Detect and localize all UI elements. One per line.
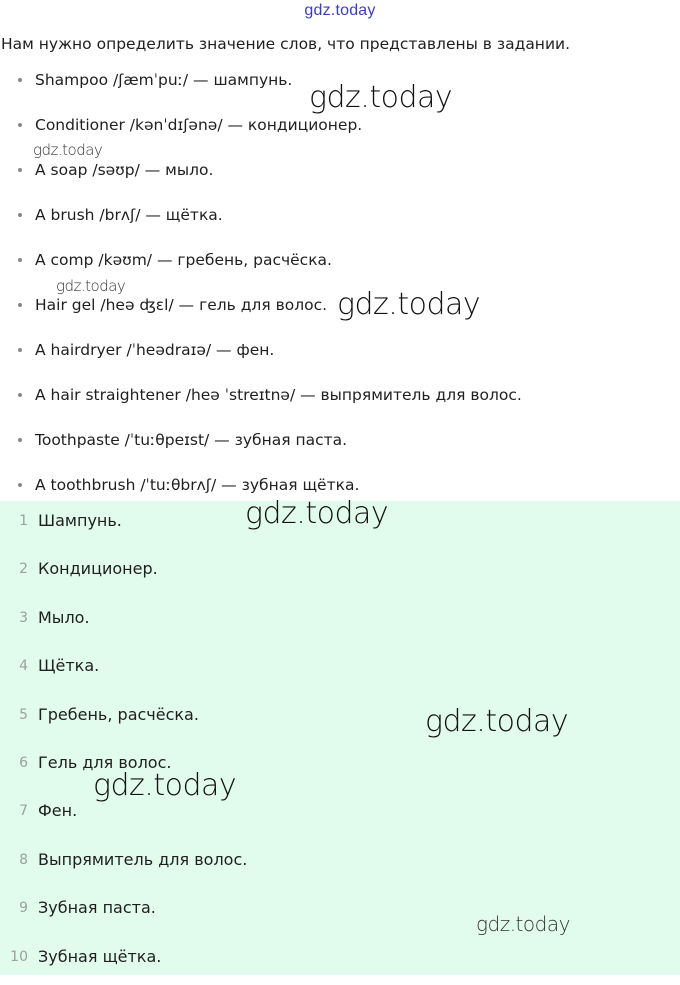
- vocab-text: Conditioner /kənˈdɪʃənə/ — кондиционер.: [35, 116, 363, 134]
- answer-item: [0, 695, 680, 743]
- answer-text: Гребень, расчёска.: [38, 704, 199, 724]
- vocab-text: A comp /kəʊm/ — гребень, расчёска.: [35, 251, 332, 269]
- header-watermark: gdz.today: [304, 2, 376, 19]
- answer-item: [0, 840, 680, 888]
- vocab-text: A hair straightener /heə ˈstreɪtnə/ — выпрямитель для волос.: [35, 386, 522, 404]
- answer-number: 3: [19, 609, 28, 626]
- vocab-text: Toothpaste /ˈtuːθpeɪst/ — зубная паста.: [35, 431, 348, 449]
- answer-text: Мыло.: [38, 607, 90, 627]
- bullet-icon: [18, 168, 22, 172]
- vocab-item: [0, 416, 680, 461]
- vocab-text: A hairdryer /ˈheədraɪə/ — фен.: [35, 341, 275, 359]
- watermark-text: gdz.today: [33, 141, 103, 159]
- watermark-text: gdz.today: [93, 768, 237, 803]
- bullet-icon: [18, 213, 22, 217]
- bullet-icon: [18, 258, 22, 262]
- answer-number: 8: [19, 851, 28, 868]
- answer-number: 5: [19, 706, 28, 723]
- bullet-icon: [18, 393, 22, 397]
- answer-item: [0, 598, 680, 646]
- vocab-text: Shampoo /ʃæmˈpuː/ — шампунь.: [35, 71, 293, 89]
- answers-section: [0, 501, 680, 975]
- answer-text: Выпрямитель для волос.: [38, 849, 248, 869]
- watermark-text: gdz.today: [245, 496, 389, 531]
- answer-item: [0, 888, 680, 936]
- watermark-text: gdz.today: [476, 912, 570, 936]
- answer-text: Зубная паста.: [38, 898, 156, 918]
- answer-text: Гель для волос.: [38, 752, 172, 772]
- bullet-icon: [18, 438, 22, 442]
- answer-number: 10: [10, 948, 28, 965]
- answers-list: [0, 501, 680, 985]
- answer-text: Кондиционер.: [38, 559, 158, 579]
- watermark-text: gdz.today: [425, 704, 569, 739]
- vocab-text: A toothbrush /ˈtuːθbrʌʃ/ — зубная щётка.: [35, 476, 360, 494]
- vocab-text: A soap /səʊp/ — мыло.: [35, 161, 214, 179]
- answer-text: Шампунь.: [38, 511, 122, 530]
- bullet-icon: [18, 78, 22, 82]
- answer-number: 4: [19, 658, 28, 675]
- intro-text: Нам нужно определить значение слов, что представлены в задании.: [1, 35, 571, 53]
- answer-text: Зубная щётка.: [38, 946, 162, 966]
- bullet-icon: [18, 348, 22, 352]
- answer-text: Фен.: [38, 801, 78, 821]
- answer-number: 6: [19, 754, 28, 771]
- watermark-text: gdz.today: [56, 277, 126, 295]
- answer-number: 1: [19, 513, 28, 529]
- answer-number: 9: [19, 900, 28, 917]
- vocab-item: [0, 371, 680, 416]
- bullet-icon: [18, 303, 22, 307]
- vocab-text: Hair gel /heə ʤɛl/ — гель для волос.: [35, 296, 328, 314]
- answer-text: Щётка.: [38, 656, 100, 676]
- bullet-icon: [18, 123, 22, 127]
- answer-item: [0, 549, 680, 597]
- watermark-text: gdz.today: [337, 287, 481, 322]
- answer-number: 7: [19, 803, 28, 820]
- vocab-item: [0, 326, 680, 371]
- vocab-text: A brush /brʌʃ/ — щётка.: [35, 206, 223, 224]
- bullet-icon: [18, 483, 22, 487]
- watermark-text: gdz.today: [309, 80, 453, 115]
- vocab-item: [0, 236, 680, 281]
- vocab-item: [0, 191, 680, 236]
- answer-item: [0, 937, 680, 985]
- answer-number: 2: [19, 561, 28, 578]
- answer-item: [0, 646, 680, 694]
